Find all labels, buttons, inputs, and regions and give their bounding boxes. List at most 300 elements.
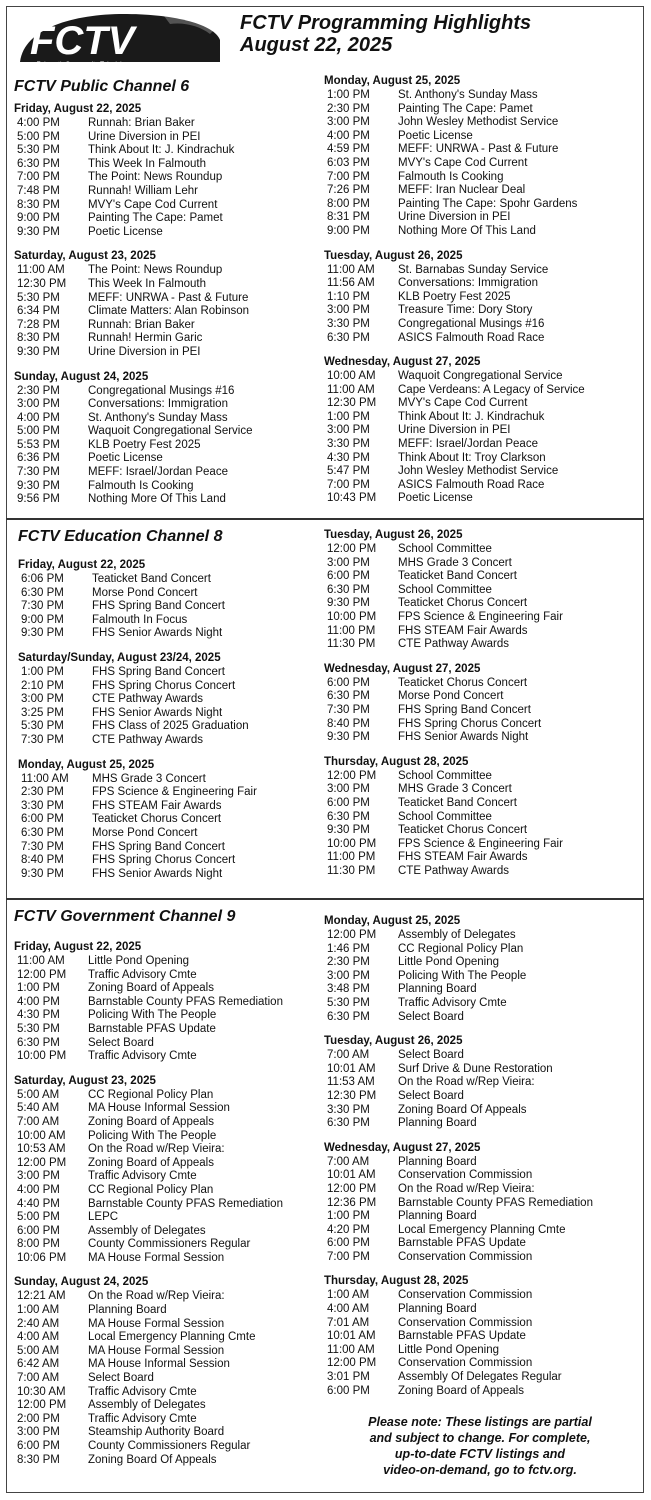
airtime: 6:00 PM [327, 796, 370, 809]
schedule-row [14, 319, 334, 333]
schedule-row [324, 318, 644, 332]
schedule-row [324, 625, 644, 639]
schedule-row [18, 707, 338, 721]
airtime: 11:56 AM [327, 277, 375, 290]
schedule-row [14, 1358, 334, 1372]
program-title: Conservation Commission [398, 1316, 533, 1329]
program-title: Urine Diversion in PEI [88, 345, 201, 358]
schedule-row [14, 305, 334, 319]
program-title: FHS Senior Awards Night [398, 731, 529, 744]
channel-title: FCTV Education Channel 8 [18, 528, 223, 545]
program-title: FHS STEAM Fair Awards [398, 624, 528, 637]
airtime: 2:10 PM [21, 679, 64, 692]
airtime: 1:10 PM [327, 290, 370, 303]
airtime: 6:30 PM [327, 1117, 370, 1130]
airtime: 7:00 AM [327, 1155, 370, 1168]
schedule-row [18, 573, 338, 587]
airtime: 8:30 PM [17, 332, 60, 345]
schedule-row [14, 1426, 334, 1440]
airtime: 5:30 PM [17, 291, 60, 304]
program-title: Urine Diversion in PEI [398, 211, 511, 224]
airtime: 12:00 PM [327, 929, 377, 941]
airtime: 7:00 AM [327, 1049, 370, 1062]
schedule-row [324, 983, 644, 997]
airtime: 12:00 PM [327, 543, 377, 555]
airtime: 4:30 PM [327, 451, 370, 464]
program-title: Conservation Commission [398, 1289, 533, 1302]
airtime: 3:00 PM [21, 693, 64, 706]
program-title: St. Barnabas Sunday Service [398, 263, 549, 276]
schedule-row [324, 1289, 644, 1303]
schedule-row [14, 1413, 334, 1427]
program-title: Urine Diversion in PEI [398, 424, 511, 437]
schedule-row [324, 1357, 644, 1371]
page-title-line2: August 22, 2025 [240, 34, 393, 56]
program-title: Waquoit Congregational Service [398, 370, 563, 383]
program-title: MEFF: Israel/Jordan Peace [398, 438, 538, 451]
airtime: 7:48 PM [17, 184, 60, 197]
schedule-row [324, 225, 644, 239]
schedule-row [14, 1116, 334, 1130]
schedule-row [324, 411, 644, 425]
schedule-row [324, 384, 644, 398]
day-block [324, 914, 644, 1024]
airtime: 2:30 PM [327, 102, 370, 115]
airtime: 4:00 PM [17, 411, 60, 424]
program-title: School Committee [398, 543, 492, 555]
schedule-column-left [14, 940, 334, 1477]
schedule-row [324, 157, 644, 171]
program-title: FHS Spring Band Concert [92, 665, 225, 678]
schedule-row [14, 466, 334, 480]
airtime: 12:00 PM [17, 1156, 67, 1169]
schedule-row [14, 1331, 334, 1345]
program-title: St. Anthony's Sunday Mass [398, 89, 538, 101]
program-title: Morse Pond Concert [92, 586, 198, 599]
airtime: 8:30 PM [17, 1453, 60, 1466]
schedule-row [18, 614, 338, 628]
airtime: 6:36 PM [17, 452, 60, 465]
airtime: 5:53 PM [17, 438, 60, 451]
schedule-column-right [324, 528, 644, 888]
schedule-row [18, 680, 338, 694]
airtime: 6:00 PM [17, 1440, 60, 1452]
airtime: 1:00 AM [327, 1289, 370, 1302]
airtime: 4:00 AM [327, 1303, 370, 1316]
program-title: School Committee [398, 810, 492, 823]
program-title: Traffic Advisory Cmte [88, 1385, 197, 1398]
airtime: 8:40 PM [327, 717, 370, 730]
airtime: 12:00 PM [327, 1357, 377, 1370]
airtime: 12:21 AM [17, 1290, 66, 1303]
program-title: CTE Pathway Awards [398, 864, 510, 877]
program-title: Barnstable PFAS Update [88, 1022, 216, 1035]
schedule-row [324, 492, 644, 506]
schedule-row [18, 827, 338, 841]
airtime: 9:30 PM [21, 867, 64, 880]
program-title: Treasure Time: Dory Story [398, 304, 533, 317]
schedule-row [14, 385, 334, 399]
schedule-row [324, 370, 644, 384]
program-title: Morse Pond Concert [92, 826, 198, 839]
schedule-row [14, 1440, 334, 1454]
schedule-row [18, 627, 338, 641]
program-title: On the Road w/Rep Vieira: [88, 1143, 225, 1156]
schedule-row [14, 1089, 334, 1103]
program-title: MHS Grade 3 Concert [398, 783, 512, 796]
airtime: 7:30 PM [17, 466, 60, 479]
program-title: Planning Board [398, 1210, 477, 1223]
airtime: 8:30 PM [17, 198, 60, 211]
program-title: Urine Diversion in PEI [88, 130, 201, 143]
schedule-row [324, 1104, 644, 1118]
airtime: 7:30 PM [21, 600, 64, 613]
day-block [18, 558, 338, 641]
program-title: Planning Board [398, 1155, 477, 1168]
airtime: 4:40 PM [17, 1197, 60, 1210]
program-title: Runnah: Brian Baker [88, 117, 195, 129]
program-title: Planning Board [398, 1303, 477, 1316]
program-title: Falmouth Is Cooking [398, 170, 504, 183]
program-title: CC Regional Policy Plan [88, 1183, 214, 1196]
program-title: This Week In Falmouth [88, 277, 207, 290]
program-title: Select Board [88, 1036, 154, 1049]
airtime: 5:30 PM [17, 1022, 60, 1035]
airtime: 3:30 PM [327, 317, 370, 330]
schedule-row [324, 304, 644, 318]
program-title: ASICS Falmouth Road Race [398, 331, 545, 344]
airtime: 7:30 PM [21, 840, 64, 853]
airtime: 7:00 AM [17, 1372, 60, 1385]
schedule-row [14, 1345, 334, 1359]
day-heading: Wednesday, August 27, 2025 [324, 662, 481, 675]
airtime: 5:40 AM [17, 1102, 60, 1115]
day-heading: Thursday, August 28, 2025 [324, 1275, 469, 1288]
program-title: The Point: News Roundup [88, 264, 223, 277]
schedule-row [324, 690, 644, 704]
schedule-row [18, 854, 338, 868]
program-title: Painting The Cape: Spohr Gardens [398, 197, 578, 210]
schedule-row [18, 600, 338, 614]
airtime: 6:30 PM [21, 586, 64, 599]
schedule-row [18, 773, 338, 787]
schedule-row [14, 1050, 334, 1064]
airtime: 7:30 PM [327, 703, 370, 716]
program-title: MEFF: Iran Nuclear Deal [398, 184, 526, 197]
airtime: 6:30 PM [327, 690, 370, 703]
schedule-row [324, 1344, 644, 1358]
program-title: Assembly of Delegates [88, 1399, 206, 1412]
schedule-row [324, 783, 644, 797]
schedule-row [14, 1304, 334, 1318]
day-heading: Friday, August 22, 2025 [14, 941, 142, 953]
airtime: 3:00 PM [327, 783, 370, 796]
day-block [324, 755, 644, 879]
airtime: 6:30 PM [327, 810, 370, 823]
airtime: 3:48 PM [327, 983, 370, 996]
airtime: 6:00 PM [21, 813, 64, 826]
airtime: 7:00 PM [327, 170, 370, 183]
airtime: 11:00 AM [327, 383, 375, 396]
program-title: Traffic Advisory Cmte [88, 968, 197, 981]
schedule-row [324, 277, 644, 291]
program-title: FHS Spring Band Concert [92, 840, 225, 853]
program-title: FHS Class of 2025 Graduation [92, 720, 249, 733]
program-title: Zoning Board of Appeals [88, 1115, 214, 1128]
airtime: 5:00 PM [17, 425, 60, 438]
schedule-row [14, 480, 334, 494]
program-title: Little Pond Opening [398, 1343, 500, 1356]
schedule-row [14, 1290, 334, 1304]
schedule-row [14, 1454, 334, 1468]
schedule-row [14, 185, 334, 199]
airtime: 9:30 PM [17, 479, 60, 492]
program-title: Poetic License [88, 452, 163, 465]
program-title: Little Pond Opening [398, 956, 500, 969]
program-title: MEFF: Israel/Jordan Peace [88, 466, 228, 479]
airtime: 5:00 PM [17, 1211, 60, 1224]
airtime: 10:01 AM [327, 1062, 376, 1075]
schedule-row [324, 731, 644, 745]
program-title: FHS STEAM Fair Awards [92, 799, 222, 812]
schedule-row [324, 929, 644, 943]
program-title: Morse Pond Concert [398, 690, 504, 703]
program-title: FHS Spring Chorus Concert [398, 717, 542, 730]
program-title: FHS Spring Band Concert [92, 600, 225, 613]
airtime: 1:00 AM [17, 1304, 60, 1317]
schedule-row [18, 720, 338, 734]
schedule-row [14, 171, 334, 185]
airtime: 2:40 AM [17, 1317, 60, 1330]
program-title: Barnstable PFAS Update [398, 1237, 526, 1250]
day-block [14, 249, 334, 359]
program-title: St. Anthony's Sunday Mass [88, 411, 228, 424]
program-title: Zoning Board of Appeals [398, 1384, 524, 1397]
airtime: 9:00 PM [21, 613, 64, 626]
schedule-row [324, 1237, 644, 1251]
program-title: Nothing More Of This Land [398, 224, 536, 237]
program-title: FHS Senior Awards Night [92, 627, 223, 640]
program-title: Local Emergency Planning Cmte [88, 1331, 256, 1344]
airtime: 5:30 PM [17, 144, 60, 157]
schedule-row [324, 611, 644, 625]
program-title: Think About It: J. Kindrachuk [88, 144, 235, 157]
airtime: 12:30 PM [17, 277, 67, 290]
program-title: Painting The Cape: Pamet [398, 102, 533, 115]
program-title: MVY's Cape Cod Current [398, 397, 528, 410]
airtime: 5:47 PM [327, 465, 370, 478]
schedule-row [324, 198, 644, 212]
schedule-row [14, 144, 334, 158]
program-title: Barnstable PFAS Update [398, 1330, 526, 1343]
program-title: Zoning Board of Appeals [88, 1156, 214, 1169]
schedule-row [324, 1317, 644, 1331]
day-block [14, 1275, 334, 1467]
schedule-row [324, 211, 644, 225]
schedule-row [14, 212, 334, 226]
fctv-logo [14, 10, 228, 70]
schedule-row [14, 425, 334, 439]
schedule-row [324, 865, 644, 879]
schedule-row [14, 1372, 334, 1386]
airtime: 11:30 PM [327, 638, 376, 651]
day-block [14, 102, 334, 239]
day-block [324, 74, 644, 239]
airtime: 10:06 PM [17, 1251, 67, 1264]
airtime: 4:20 PM [327, 1223, 370, 1236]
airtime: 12:00 PM [327, 1182, 377, 1195]
program-title: Zoning Board of Appeals [88, 982, 214, 995]
schedule-row [14, 292, 334, 306]
airtime: 1:46 PM [327, 942, 370, 955]
schedule-row [324, 332, 644, 346]
program-title: Poetic License [398, 492, 473, 505]
schedule-row [324, 597, 644, 611]
schedule-row [14, 493, 334, 507]
schedule-row [324, 1169, 644, 1183]
program-title: Policing With The People [88, 1129, 217, 1142]
airtime: 6:30 PM [327, 583, 370, 596]
airtime: 10:00 PM [17, 1050, 67, 1063]
channel-title: FCTV Public Channel 6 [14, 78, 190, 95]
airtime: 1:00 PM [327, 410, 370, 423]
airtime: 11:00 PM [327, 624, 376, 637]
airtime: 8:00 PM [327, 197, 370, 210]
day-heading: Saturday, August 23, 2025 [14, 1074, 156, 1087]
program-title: The Point: News Roundup [88, 171, 223, 184]
airtime: 3:01 PM [327, 1371, 370, 1384]
schedule-row [14, 1009, 334, 1023]
schedule-row [324, 1076, 644, 1090]
airtime: 3:00 PM [327, 969, 370, 982]
day-block [18, 758, 338, 882]
airtime: 6:30 PM [17, 1036, 60, 1049]
airtime: 11:00 AM [327, 263, 375, 276]
airtime: 4:00 PM [327, 129, 370, 142]
schedule-row [18, 786, 338, 800]
day-heading: Monday, August 25, 2025 [324, 915, 461, 927]
listings-note: Please note: These listings are partial and subject to change. For complete, up-to-date FCTV listings and video-on-demand, go to fctv.org. [368, 1415, 592, 1477]
schedule-row [324, 797, 644, 811]
program-title: FPS Science & Engineering Fair [398, 837, 563, 850]
airtime: 4:00 PM [17, 995, 60, 1008]
schedule-row [324, 89, 644, 103]
program-title: Assembly Of Delegates Regular [398, 1371, 562, 1384]
schedule-row [324, 1303, 644, 1317]
schedule-row [14, 1238, 334, 1252]
schedule-row [324, 943, 644, 957]
program-title: LEPC [88, 1211, 119, 1224]
schedule-row [18, 868, 338, 882]
program-title: Falmouth Is Cooking [88, 479, 194, 492]
program-title: MA House Formal Session [88, 1251, 225, 1264]
schedule-row [324, 424, 644, 438]
schedule-row [324, 1117, 644, 1131]
airtime: 12:30 PM [327, 1089, 377, 1102]
schedule-row [324, 171, 644, 185]
program-title: CC Regional Policy Plan [398, 942, 524, 955]
schedule-row [324, 557, 644, 571]
airtime: 4:00 PM [17, 1183, 60, 1196]
section-divider [6, 518, 644, 520]
schedule-row [14, 1318, 334, 1332]
schedule-row [14, 199, 334, 213]
program-title: Teaticket Band Concert [398, 796, 517, 809]
program-title: MVY's Cape Cod Current [398, 156, 528, 169]
program-title: Conservation Commission [398, 1357, 533, 1370]
program-title: Teaticket Chorus Concert [92, 813, 222, 826]
program-title: FHS Spring Band Concert [398, 703, 531, 716]
program-title: Policing With The People [88, 1009, 217, 1022]
program-title: On the Road w/Rep Vieira: [88, 1290, 225, 1303]
schedule-row [324, 718, 644, 732]
program-title: County Commissioners Regular [88, 1440, 251, 1452]
day-heading: Tuesday, August 26, 2025 [324, 1035, 463, 1048]
day-heading: Monday, August 25, 2025 [18, 758, 155, 771]
airtime: 7:00 PM [327, 478, 370, 491]
program-title: Think About It: J. Kindrachuk [398, 410, 545, 423]
program-title: Conversations: Immigration [398, 277, 538, 290]
schedule-row [14, 264, 334, 278]
schedule-row [14, 158, 334, 172]
schedule-row [324, 704, 644, 718]
program-title: Runnah: Brian Baker [88, 318, 195, 331]
program-title: CTE Pathway Awards [92, 733, 204, 746]
airtime: 10:01 AM [327, 1169, 376, 1182]
schedule-row [324, 397, 644, 411]
airtime: 9:56 PM [17, 493, 60, 506]
schedule-row [14, 278, 334, 292]
program-title: School Committee [398, 769, 492, 782]
schedule-row [324, 1049, 644, 1063]
schedule-row [324, 677, 644, 691]
program-title: Local Emergency Planning Cmte [398, 1223, 566, 1236]
airtime: 6:00 PM [17, 1224, 60, 1237]
schedule-row [324, 584, 644, 598]
airtime: 11:53 AM [327, 1076, 375, 1089]
program-title: Think About It: Troy Clarkson [398, 451, 546, 464]
program-title: Congregational Musings #16 [398, 317, 545, 330]
program-title: Barnstable County PFAS Remediation [88, 995, 283, 1008]
program-title: Steamship Authority Board [88, 1426, 225, 1439]
day-block [324, 1274, 644, 1398]
program-title: Teaticket Chorus Concert [398, 597, 528, 610]
schedule-row [324, 465, 644, 479]
airtime: 11:00 AM [21, 772, 69, 785]
program-title: Runnah! Hermin Garic [88, 332, 203, 345]
program-title: Barnstable County PFAS Remediation [398, 1196, 593, 1209]
schedule-row [18, 813, 338, 827]
program-title: Little Pond Opening [88, 955, 190, 967]
program-title: FHS Spring Chorus Concert [92, 679, 236, 692]
schedule-row [14, 439, 334, 453]
schedule-row [324, 838, 644, 852]
airtime: 11:00 AM [327, 1343, 375, 1356]
airtime: 7:26 PM [327, 184, 370, 197]
schedule-row [324, 184, 644, 198]
program-title: Planning Board [88, 1304, 167, 1317]
airtime: 9:30 PM [21, 627, 64, 640]
airtime: 12:00 PM [17, 1399, 67, 1412]
program-title: CTE Pathway Awards [398, 638, 510, 651]
schedule-row [324, 116, 644, 130]
airtime: 2:30 PM [21, 786, 64, 799]
program-title: Conservation Commission [398, 1169, 533, 1182]
schedule-row [324, 770, 644, 784]
airtime: 5:00 AM [17, 1088, 60, 1101]
airtime: 6:00 PM [327, 570, 370, 583]
airtime: 3:00 PM [327, 424, 370, 437]
